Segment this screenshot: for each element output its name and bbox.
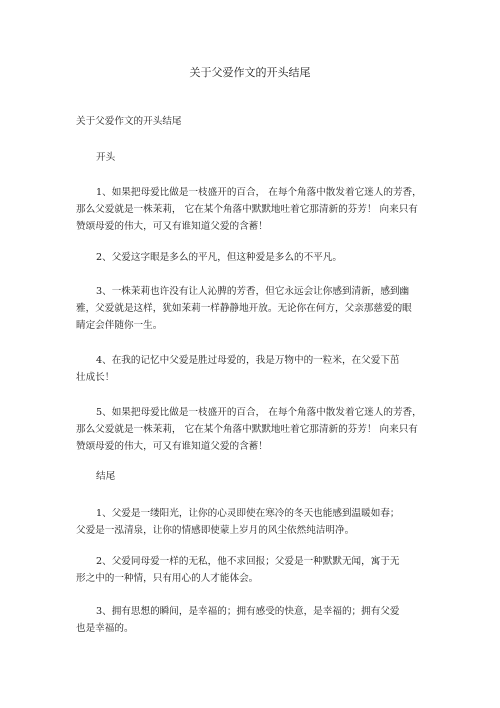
paragraph [76,283,436,334]
paragraph-line: 3、一株茉莉也许没有让人沁脾的芳香，但它永远会让你感到清新，感到幽 [96,286,410,297]
section-heading-opening [76,149,436,166]
paragraph [76,249,436,266]
paragraph-line: 睛定会伴随你一生。 [76,320,163,331]
paragraph-line: 那么父爱就是一株茉莉， 它在某个角落中默默地吐着它那清新的芬芳！ 向来只有 [76,204,418,215]
paragraph-line: 壮成长！ [76,372,115,383]
paragraph [76,553,436,587]
paragraph-line: 1、父爱是一缕阳光，让你的心灵即使在寒冷的冬天也能感到温暖如春； [96,508,400,519]
paragraph-line: 5、如果把母爱比做是一枝盛开的百合， 在每个角落中散发着它迷人的芳香， [96,407,422,418]
paragraph-line: 形之中的一种情，只有用心的人才能体会。 [76,573,259,584]
paragraph-line: 父爱是一泓清泉，让你的情感即使蒙上岁月的风尘依然纯洁明净。 [76,525,355,536]
paragraph-line: 赞颂母爱的伟大，可又有谁知道父爱的含蓄！ [76,441,268,452]
paragraph-line: 赞颂母爱的伟大，可又有谁知道父爱的含蓄！ [76,221,268,232]
paragraph-line: 也是幸福的。 [76,623,134,634]
section-heading-text: 结尾 [96,471,116,482]
paragraph-line: 2、父爱这字眼是多么的平凡，但这种爱是多么的不平凡。 [96,252,342,263]
document-title: 关于父爱作文的开头结尾 [189,66,311,79]
intro-text: 关于父爱作文的开头结尾 [76,116,182,127]
paragraph [76,352,436,386]
paragraph-line: 1、如果把母爱比做是一枝盛开的百合， 在每个角落中散发着它迷人的芳香， [96,187,422,198]
paragraph-line: 3、拥有思想的瞬间，是幸福的；拥有感受的快意，是幸福的；拥有父爱 [96,606,400,617]
paragraph-line: 4、在我的记忆中父爱是胜过母爱的，我是万物中的一粒米，在父爱下茁 [96,355,400,366]
paragraph [76,603,436,637]
paragraph [76,404,436,455]
paragraph [76,184,436,235]
section-heading-ending [76,468,436,485]
intro-line [76,113,436,130]
paragraph-line: 2、父爱同母爱一样的无私，他不求回报；父爱是一种默默无闻，寓于无 [96,556,400,567]
paragraph-line: 那么父爱就是一株茉莉， 它在某个角落中默默地吐着它那清新的芬芳！ 向来只有 [76,424,418,435]
section-heading-text: 开头 [96,152,116,163]
paragraph [76,505,436,539]
paragraph-line: 雅，父爱就是这样，犹如茉莉一样静静地开放。无论你在何方，父亲那慈爱的眼 [76,303,412,314]
